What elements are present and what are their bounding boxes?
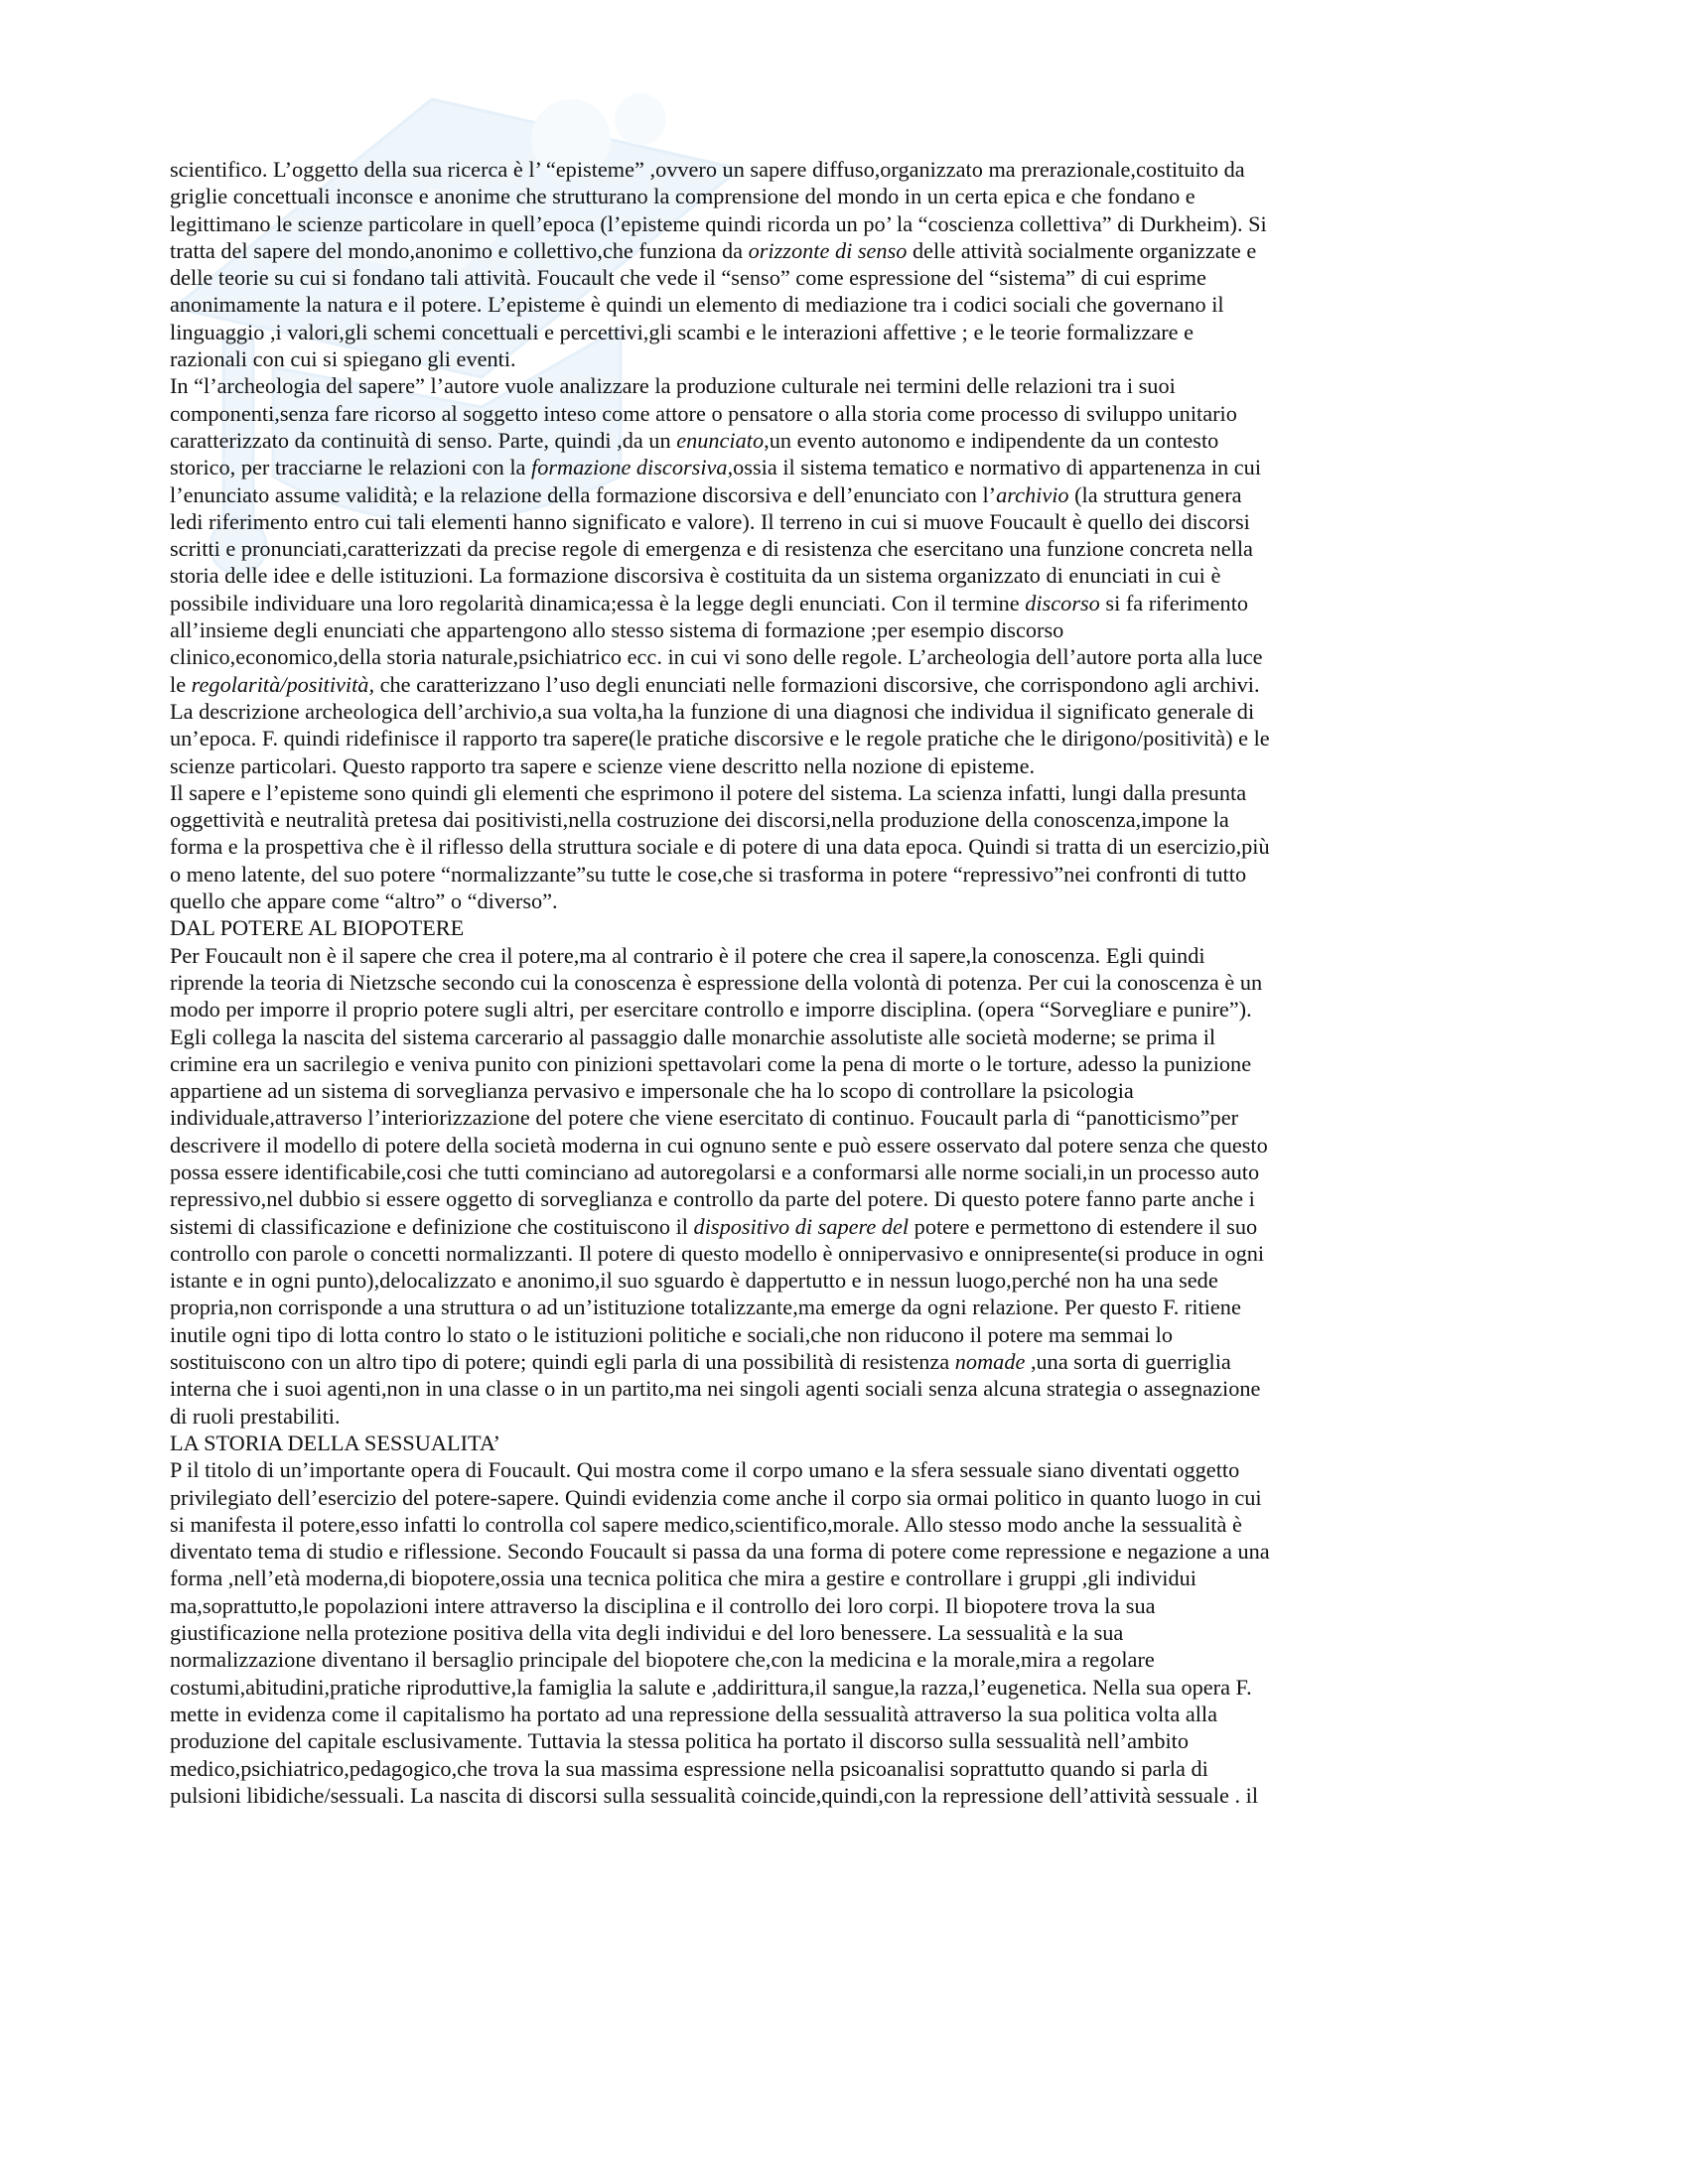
text-line: storico, per tracciarne le relazioni con la formazione discorsiva,ossia il sistema tematico e normativo di appartenenza in cui	[170, 455, 1262, 480]
italic-term: regolarità/positività,	[191, 671, 375, 697]
text-line: modo per imporre il proprio potere sugli altri, per esercitare controllo e imporre disciplina. (opera “Sorvegliare e punire”).	[170, 997, 1252, 1023]
text-line: Il sapere e l’episteme sono quindi gli elementi che esprimono il potere del sistema. La scienza infatti, lungi dalla presunta	[170, 779, 1247, 805]
text-line: produzione del capitale esclusivamente. Tuttavia la stessa politica ha portato il discorso sulla sessualità nell’ambito	[170, 1728, 1190, 1754]
text-line: crimine era un sacrilegio e veniva punito con pinizioni spettavolari come la pena di morte o le torture, adesso la punizione	[170, 1050, 1252, 1076]
text-line: un’epoca. F. quindi ridefinisce il rapporto tra sapere(le pratiche discorsive e le regole pratiche che le dirigono/positività) e le	[170, 726, 1270, 751]
text-line: individuale,attraverso l’interiorizzazione del potere che viene esercitato di continuo. Foucault parla di “panotticismo”per	[170, 1105, 1239, 1131]
text-line: istante e in ogni punto),delocalizzato e anonimo,il suo sguardo è dappertutto e in nessun luogo,perché non ha una sede	[170, 1268, 1218, 1294]
text-line: l’enunciato assume validità; e la relazione della formazione discorsiva e dell’enunciato con l’archivio (la struttura genera	[170, 481, 1242, 507]
text-line: componenti,senza fare ricorso al soggetto inteso come attore o pensatore o alla storia come processo di sviluppo unitario	[170, 400, 1237, 426]
text-line: scritti e pronunciati,caratterizzati da precise regole di emergenza e di resistenza che esercitano una funzione concreta nella	[170, 536, 1253, 562]
text-line: ledi riferimento entro cui tali elementi hanno significato e valore). Il terreno in cui si muove Foucault è quello dei discorsi	[170, 508, 1250, 534]
text-line: scientifico. L’oggetto della sua ricerca è l’ “episteme” ,ovvero un sapere diffuso,organizzato ma prerazionale,costituito da	[170, 157, 1245, 182]
text-line: tratta del sapere del mondo,anonimo e collettivo,che funziona da orizzonte di senso delle attività socialmente organizzate e	[170, 237, 1257, 263]
text-line: Egli collega la nascita del sistema carcerario al passaggio dalle monarchie assolutiste alle società moderne; se prima il	[170, 1024, 1216, 1049]
text-line: controllo con parole o concetti normalizzanti. Il potere di questo modello è onnipervasivo e onnipresente(si produce in ogni	[170, 1240, 1265, 1266]
text-line: In “l’archeologia del sapere” l’autore vuole analizzare la produzione culturale nei termini delle relazioni tra i suoi	[170, 373, 1176, 399]
text-line: di ruoli prestabiliti.	[170, 1403, 341, 1429]
text-line: inutile ogni tipo di lotta contro lo stato o le istituzioni politiche e sociali,che non riducono il potere ma semmai lo	[170, 1321, 1173, 1347]
text-line: LA STORIA DELLA SESSUALITA’	[170, 1430, 500, 1455]
text-line: scienze particolari. Questo rapporto tra sapere e scienze viene descritto nella nozione di episteme.	[170, 752, 1036, 778]
italic-term: enunciato	[676, 427, 765, 453]
text-line: linguaggio ,i valori,gli schemi concettuali e percettivi,gli scambi e le interazioni affettive ; e le teorie formalizzare e	[170, 319, 1195, 344]
text-line: sostituiscono con un altro tipo di potere; quindi egli parla di una possibilità di resistenza nomade ,una sorta di guerriglia	[170, 1349, 1231, 1375]
text-line: privilegiato dell’esercizio del potere-sapere. Quindi evidenzia come anche il corpo sia ormai politico in quanto luogo in cui	[170, 1484, 1262, 1510]
text-line: forma e la prospettiva che è il riflesso della struttura sociale e di potere di una data epoca. Quindi si tratta di un esercizio,più	[170, 834, 1270, 860]
text-line: La descrizione archeologica dell’archivio,a sua volta,ha la funzione di una diagnosi che individua il significato generale di	[170, 698, 1255, 724]
italic-term: dispositivo di sapere del	[693, 1213, 910, 1239]
text-line: le regolarità/positività, che caratterizzano l’uso degli enunciati nelle formazioni discorsive, che corrispondono agli archivi.	[170, 671, 1260, 697]
text-line: diventato tema di studio e riflessione. Secondo Foucault si passa da una forma di potere come repressione e negazione a una	[170, 1539, 1270, 1565]
text-line: all’insieme degli enunciati che appartengono allo stesso sistema di formazione ;per esempio discorso	[170, 617, 1064, 643]
text-line: si manifesta il potere,esso infatti lo controlla col sapere medico,scientifico,morale. Allo stesso modo anche la sessualità è	[170, 1511, 1242, 1537]
text-line: DAL POTERE AL BIOPOTERE	[170, 915, 465, 941]
text-line: costumi,abitudini,pratiche riproduttive,la famiglia la salute e ,addirittura,il sangue,la razza,l’eugenetica. Nella sua opera F.	[170, 1674, 1252, 1700]
text-line: normalizzazione diventano il bersaglio principale del biopotere che,con la medicina e la morale,mira a regolare	[170, 1647, 1155, 1673]
text-line: interna che i suoi agenti,non in una classe o in un partito,ma nei singoli agenti sociali senza alcuna strategia o assegnazione	[170, 1376, 1261, 1402]
text-line: repressivo,nel dubbio si essere oggetto di sorveglianza e controllo da parte del potere. Di questo potere fanno parte anche i	[170, 1186, 1255, 1212]
text-line: o meno latente, del suo potere “normalizzante”su tutte le cose,che si trasforma in potere “repressivo”nei confronti di tutto	[170, 861, 1247, 887]
text-line: oggettività e neutralità pretesa dai positivisti,nella costruzione dei discorsi,nella produzione della conoscenza,impone la	[170, 807, 1229, 833]
text-line: possibile individuare una loro regolarità dinamica;essa è la legge degli enunciati. Con il termine discorso si fa riferimento	[170, 590, 1249, 615]
text-line: propria,non corrisponde a una struttura o ad un’istituzione totalizzante,ma emerge da ogni relazione. Per questo F. ritiene	[170, 1295, 1241, 1320]
italic-term: nomade	[954, 1349, 1026, 1375]
text-line: pulsioni libidiche/sessuali. La nascita di discorsi sulla sessualità coincide,quindi,con la repressione dell’attività sessuale . il	[170, 1782, 1259, 1808]
text-line: riprende la teoria di Nietzsche secondo cui la conoscenza è espressione della volontà di potenza. Per cui la conoscenza è un	[170, 969, 1263, 995]
text-line: P il titolo di un’importante opera di Foucault. Qui mostra come il corpo umano e la sfera sessuale siano diventati oggetto	[170, 1457, 1240, 1483]
text-line: sistemi di classificazione e definizione che costituiscono il dispositivo di sapere del potere e permettono di estendere il suo	[170, 1213, 1258, 1239]
italic-term: orizzonte di senso	[748, 237, 908, 263]
text-line: Per Foucault non è il sapere che crea il potere,ma al contrario è il potere che crea il sapere,la conoscenza. Egli quindi	[170, 942, 1205, 968]
text-line: razionali con cui si spiegano gli eventi.	[170, 346, 516, 372]
text-line: possa essere identificabile,cosi che tutti cominciano ad autoregolarsi e a conformarsi alle norme sociali,in un processo auto	[170, 1159, 1260, 1184]
text-line: legittimano le scienze particolare in quell’epoca (l’episteme quindi ricorda un po’ la “coscienza collettiva” di Durkheim). Si	[170, 210, 1267, 236]
text-line: descrivere il modello di potere della società moderna in cui ognuno sente e può essere osservato dal potere senza che questo	[170, 1132, 1268, 1158]
text-line: anonimamente la natura e il potere. L’episteme è quindi un elemento di mediazione tra i codici sociali che governano il	[170, 292, 1224, 318]
italic-term: formazione discorsiva	[531, 455, 728, 480]
text-line: griglie concettuali inconsce e anonime che strutturano la comprensione del mondo in un certa epica e che fondano e	[170, 184, 1196, 209]
text-line: appartiene ad un sistema di sorveglianza pervasivo e impersonale che ha lo scopo di controllare la psicologia	[170, 1078, 1134, 1104]
text-line: storia delle idee e delle istituzioni. La formazione discorsiva è costituita da un sistema organizzato di enunciati in cui è	[170, 563, 1221, 589]
text-line: ma,soprattutto,le popolazioni intere attraverso la disciplina e il controllo dei loro corpi. Il biopotere trova la sua	[170, 1592, 1156, 1618]
italic-term: discorso	[1025, 590, 1100, 615]
italic-term: archivio	[996, 481, 1069, 507]
text-line: giustificazione nella protezione positiva della vita degli individui e del loro benessere. La sessualità e la sua	[170, 1620, 1124, 1646]
text-line: medico,psichiatrico,pedagogico,che trova la sua massima espressione nella psicoanalisi soprattutto quando si parla di	[170, 1755, 1208, 1781]
text-line: mette in evidenza come il capitalismo ha portato ad una repressione della sessualità attraverso la sua politica volta alla	[170, 1701, 1217, 1726]
document-page	[170, 156, 1520, 1809]
text-line: forma ,nell’età moderna,di biopotere,ossia una tecnica politica che mira a gestire e controllare i gruppi ,gli individui	[170, 1566, 1196, 1591]
text-line: clinico,economico,della storia naturale,psichiatrico ecc. in cui vi sono delle regole. L’archeologia dell’autore porta alla luce	[170, 644, 1263, 670]
text-line: caratterizzato da continuità di senso. Parte, quindi ,da un enunciato,un evento autonomo e indipendente da un contesto	[170, 427, 1219, 453]
text-line: quello che appare come “altro” o “diverso”.	[170, 888, 558, 914]
text-line: delle teorie su cui si fondano tali attività. Foucault che vede il “senso” come espressione del “sistema” di cui esprime	[170, 265, 1206, 291]
